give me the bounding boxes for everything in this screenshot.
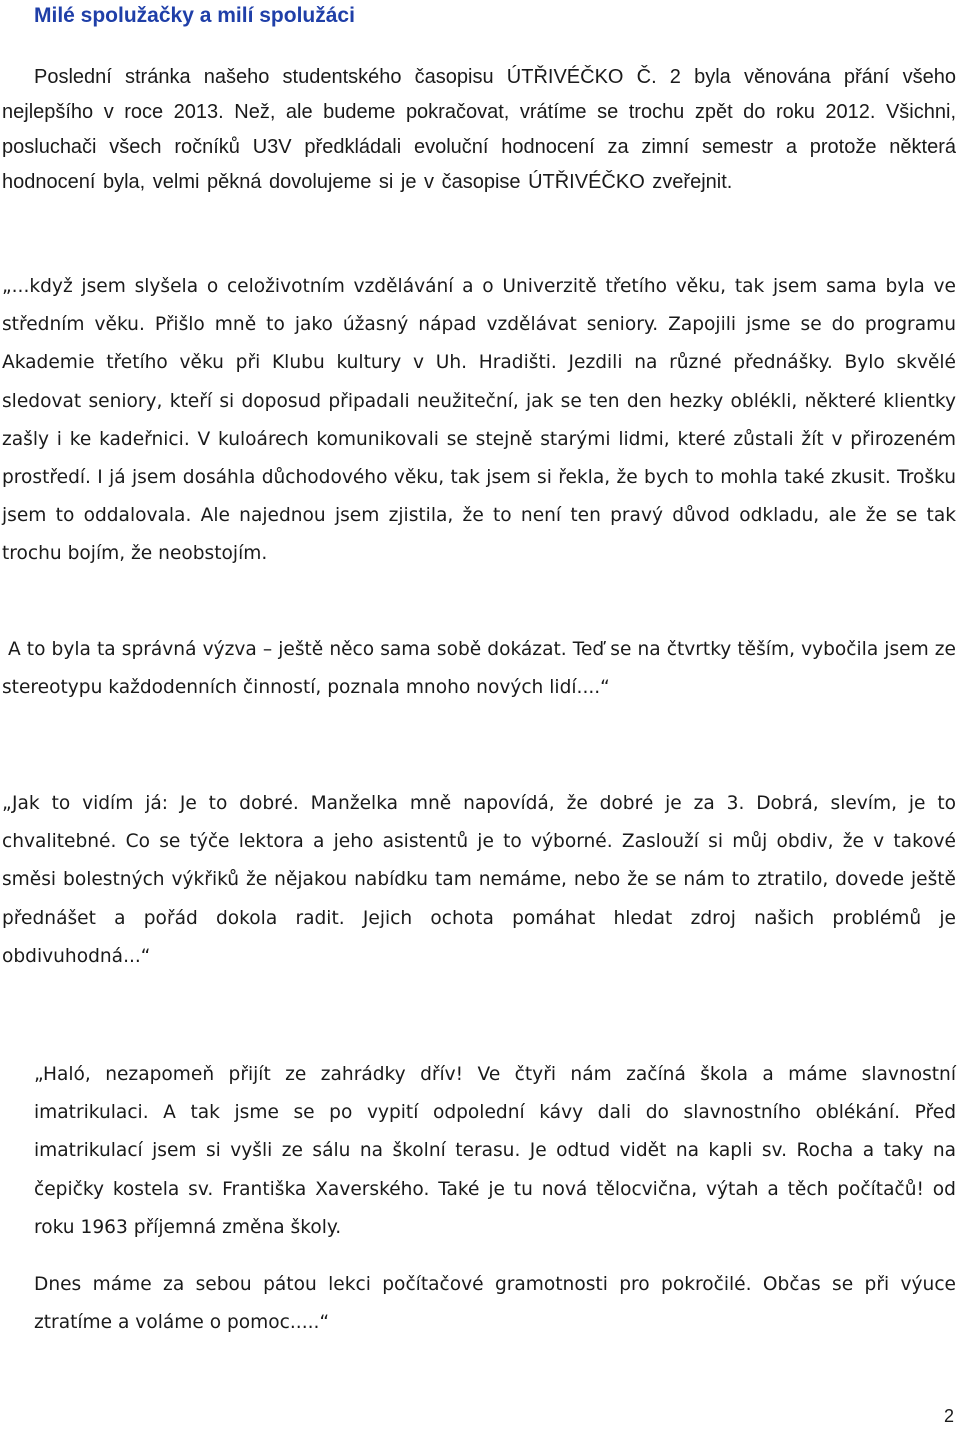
page-number: 2 [943,1406,954,1426]
testimonial-3-paragraph: „Haló, nezapomeň přijít ze zahrádky dřív! Ve čtyři nám začíná škola a máme slavnostní imatrikulaci. A tak jsme se po vypití odpolední kávy dali do slavnostního oblékání. Před imatrikulací jsem si vyšli ze sálu na školní terasu. Je odtud vidět na kapli sv. Rocha a taky na čepičky kostela sv. Františka Xaverského. Také je tu nová tělocvična, výtah a těch počítačů! od roku 1963 příjemná změna školy. [34,1064,956,1238]
intro-paragraph: Poslední stránka našeho studentského časopisu ÚTŘIVÉČKO Č. 2 byla věnována přání všeho nejlepšího v roce 2013. Než, ale budeme pokračovat, vrátíme se trochu zpět do roku 2012. Všichni, posluchači všech ročníků U3V předkládali evoluční hodnocení za zimní semestr a protože některá hodnocení byla, velmi pěkná dovolujeme si je v časopise ÚTŘIVÉČKO zveřejnit. [2,66,956,193]
testimonial-1-paragraph: „...když jsem slyšela o celoživotním vzdělávání a o Univerzitě třetího věku, tak jsem sama byla ve středním věku. Přišlo mně to jako úžasný nápad vzdělávat seniory. Zapojili jsme se do programu Akademie třetího věku při Klubu kultury v Uh. Hradišti. Jezdili na různé přednášky. Bylo skvělé sledovat seniory, kteří si doposud připadali neužiteční, jak se ten den hezky oblékli, některé klientky zašly i ke kadeřnici. V kuloárech komunikovali se stejně starými lidmi, které zůstali žít v přirozeném prostředí. I já jsem dosáhla důchodového věku, tak jsem si řekla, že bych to mohla také zkusit. Trošku jsem to oddalovala. Ale najednou jsem zjistila, že to není ten pravý důvod odkladu, ale že se tak trochu bojím, že neobstojím. [2,276,956,565]
testimonial-1-continuation: A to byla ta správná výzva – ještě něco sama sobě dokázat. Teď se na čtvrtky těším, vybočila jsem ze stereotypu každodenních činností, poznala mnoho nových lidí....“ [2,639,956,699]
testimonial-2-paragraph: „Jak to vidím já: Je to dobré. Manželka mně napovídá, že dobré je za 3. Dobrá, slevím, je to chvalitebné. Co se týče lektora a jeho asistentů je to výborné. Zaslouží si můj obdiv, že v takové směsi bolestných výkřiků že nějakou nabídku tam nemáme, nebo že se nám to ztratilo, dovede ještě přednášet a pořád dokola radit. Jejich ochota pomáhat hledat zdroj našich problémů je obdivuhodná...“ [2,793,956,967]
testimonial-3-continuation: Dnes máme za sebou pátou lekci počítačové gramotnosti pro pokročilé. Občas se při výuce ztratíme a voláme o pomoc.....“ [34,1274,956,1334]
page-title: Milé spolužačky a milí spolužáci [34,4,355,27]
